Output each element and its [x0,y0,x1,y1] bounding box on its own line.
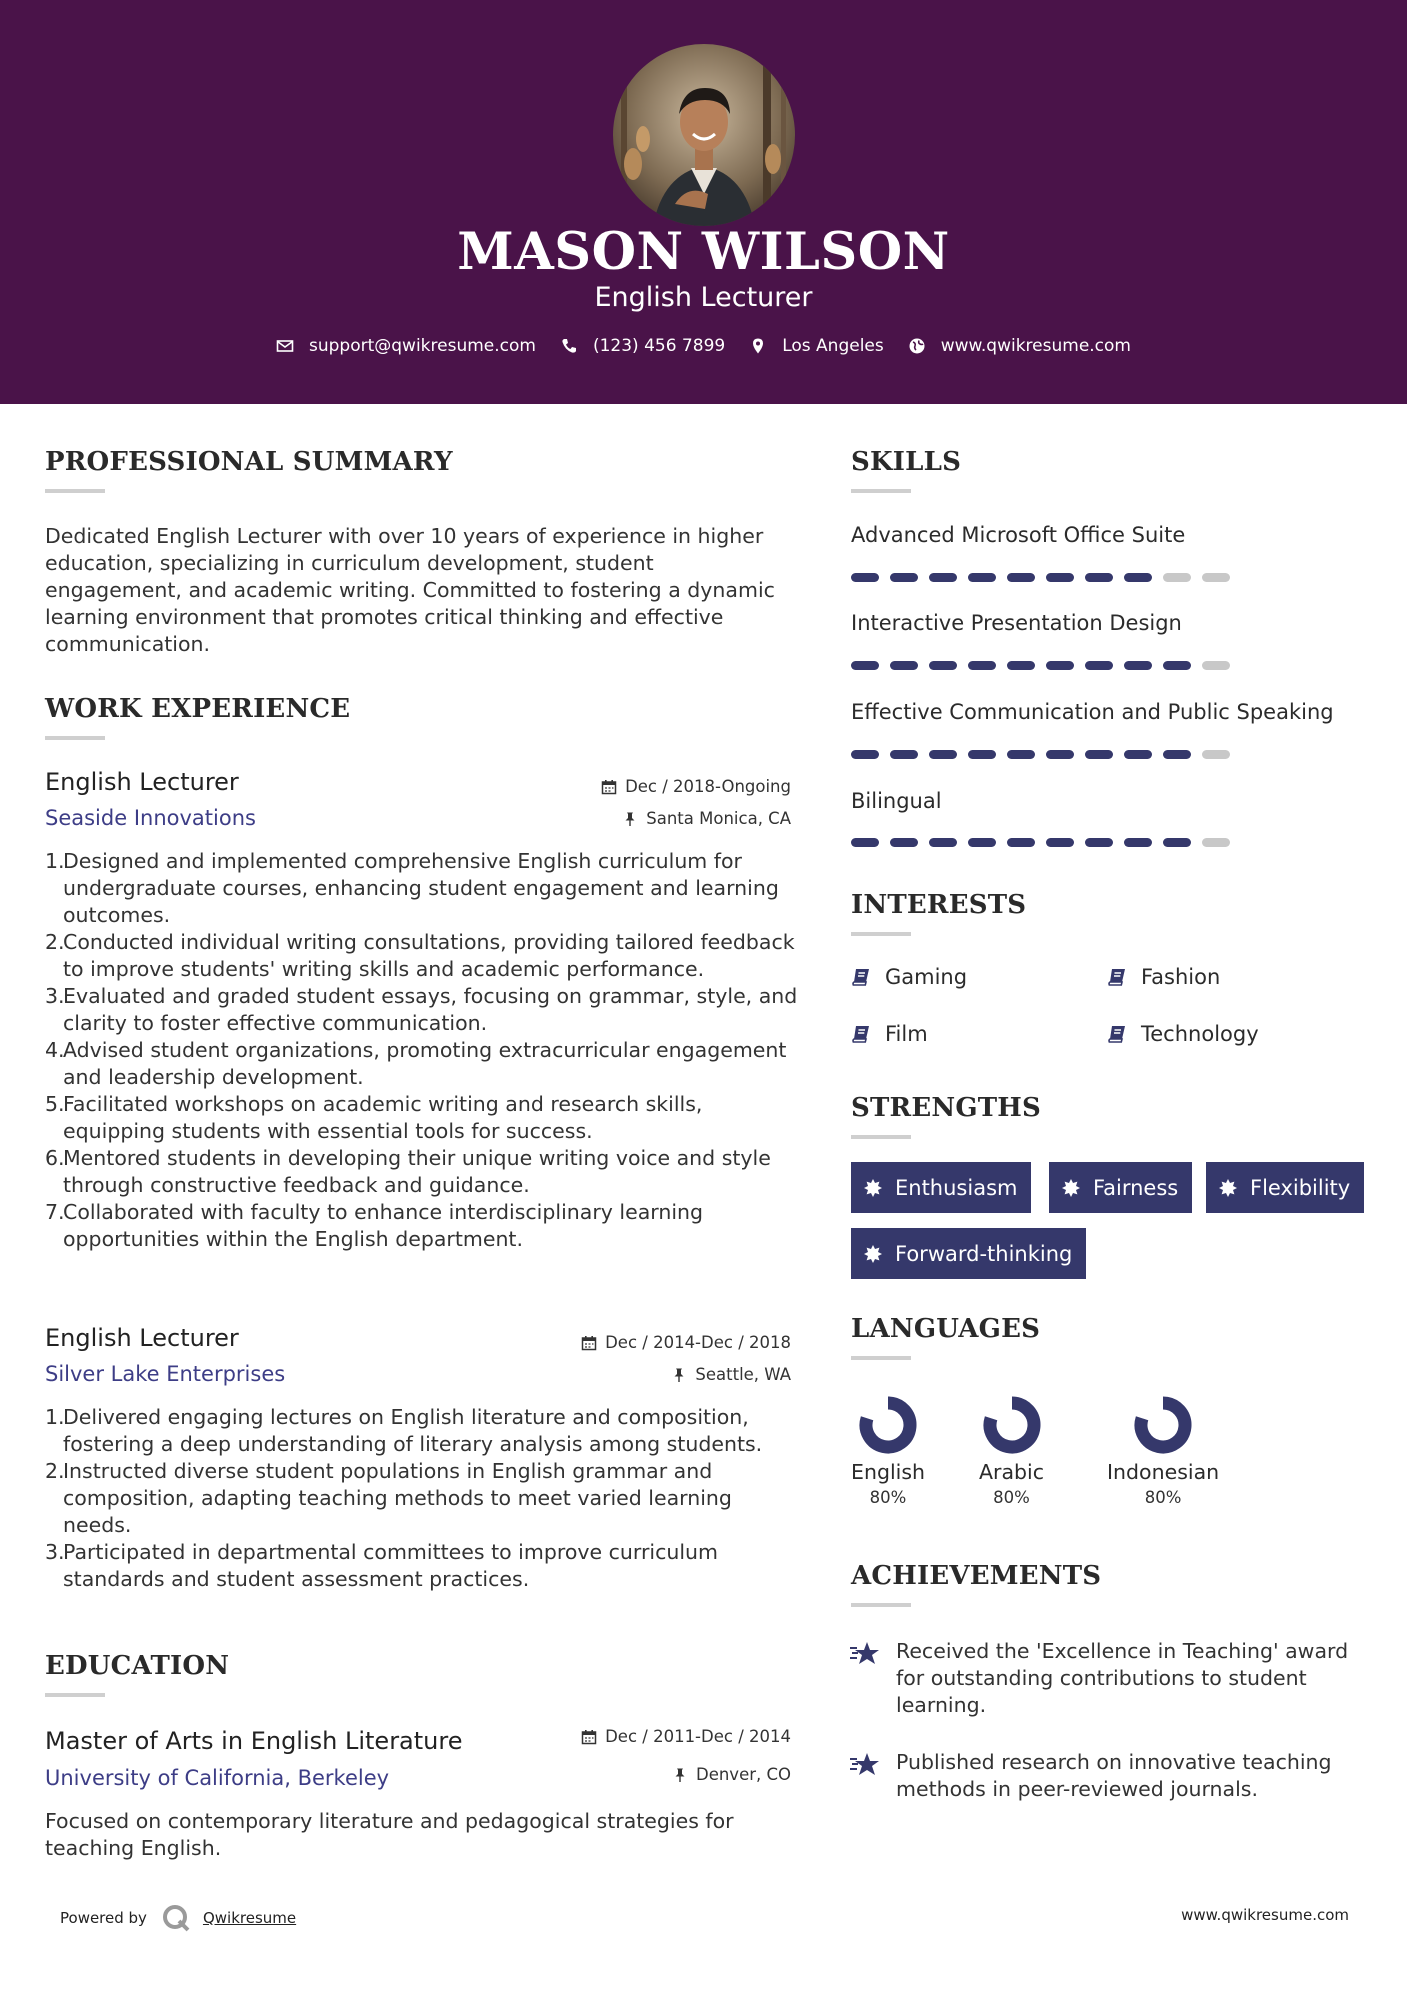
envelope-icon [276,337,294,355]
skill-dash [1202,661,1230,670]
skill-dash [1046,661,1074,670]
skill-dash [890,573,918,582]
star-award-icon [849,1640,881,1668]
candidate-title: English Lecturer [594,282,813,313]
language-percent: 80% [869,1488,907,1507]
language-ring [1132,1394,1194,1456]
skill-dash [1163,661,1191,670]
skill-dash [1124,838,1152,847]
job-2-date [581,1333,791,1352]
skill-dash [968,661,996,670]
languages-heading-rule [851,1356,911,1360]
interest-gaming: Gaming [851,965,967,989]
skill-dash [1163,573,1191,582]
contact-bar [0,336,1407,356]
skill-4-name: Bilingual [851,789,942,813]
contact-location-text: Los Angeles [782,336,884,356]
skill-dash [1202,750,1230,759]
contact-website[interactable] [908,336,1131,356]
skill-dash [1046,573,1074,582]
education-degree: Master of Arts in English Literature [45,1727,463,1755]
qwikresume-link[interactable]: Qwikresume [202,1909,297,1927]
language-ring-arc [1141,1403,1185,1447]
strength-badge: Flexibility [1206,1162,1364,1213]
skill-dash [851,661,879,670]
calendar-icon [581,1335,597,1351]
language-english [851,1394,925,1507]
work-heading-rule [45,736,105,740]
strength-badge: Fairness [1049,1162,1192,1213]
skill-dash [1163,750,1191,759]
education-school: University of California, Berkeley [45,1766,390,1790]
skill-dash [1163,838,1191,847]
skill-dash [1124,750,1152,759]
list-item: 4. Advised student organizations, promoting extracurricular engagement and leadership development. [45,1038,787,1089]
education-text: Focused on contemporary literature and pedagogical strategies for teaching English. [45,1809,734,1860]
skill-3-bar [851,750,1231,760]
skill-dash [968,750,996,759]
book-icon [851,1024,871,1044]
skill-dash [1007,838,1035,847]
list-item: 2. Instructed diverse student populations in English grammar and composition, adapting teaching methods to meet varied learning needs. [45,1459,732,1537]
skill-dash [1007,573,1035,582]
interests-heading-rule [851,932,911,936]
pushpin-icon [622,811,638,827]
powered-by-label: Powered by [60,1909,147,1927]
star-award-icon [849,1751,881,1779]
map-pin-icon [749,337,767,355]
skill-3-name: Effective Communication and Public Speaking [851,700,1334,724]
skill-dash [1124,573,1152,582]
job-1-bullets [45,848,805,1253]
language-percent: 80% [993,1488,1030,1507]
qwikresume-logo-icon [161,1903,191,1933]
list-item: 7. Collaborated with faculty to enhance interdisciplinary learning opportunities within the English department. [45,1200,704,1251]
interests-heading: INTERESTS [851,890,1027,920]
strengths-heading-rule [851,1135,911,1139]
list-item: 5. Facilitated workshops on academic writing and research skills, equipping students with essential tools for success. [45,1092,703,1143]
achievements-heading-rule [851,1603,911,1607]
skill-dash [1007,750,1035,759]
strength-badge: Forward-thinking [851,1228,1086,1279]
work-heading: WORK EXPERIENCE [45,694,351,724]
phone-icon [560,337,578,355]
language-name: English [851,1460,926,1484]
profile-photo [613,44,795,226]
skills-heading-rule [851,489,911,493]
pushpin-icon [671,1367,687,1383]
job-2-location [671,1365,791,1384]
contact-phone[interactable] [560,336,725,356]
skill-dash [1085,573,1113,582]
footer-website[interactable]: www.qwikresume.com [1181,1906,1349,1924]
resume-header [0,0,1407,404]
skill-2-name: Interactive Presentation Design [851,611,1182,635]
skill-dash [929,750,957,759]
skill-dash [1085,750,1113,759]
job-2-date-text: Dec / 2014-Dec / 2018 [605,1333,791,1352]
skill-dash [1202,573,1230,582]
language-arabic [979,1394,1044,1507]
list-item: 6. Mentored students in developing their unique writing voice and style through constructive feedback and guidance. [45,1146,771,1197]
job-1-date-text: Dec / 2018-Ongoing [625,777,791,796]
skill-dash [851,573,879,582]
skill-2-bar [851,661,1231,671]
skill-dash [1007,661,1035,670]
skill-dash [1046,750,1074,759]
skill-dash [851,838,879,847]
contact-website-text: www.qwikresume.com [940,336,1131,356]
strengths-heading: STRENGTHS [851,1093,1042,1123]
job-2-title: English Lecturer [45,1324,239,1352]
language-name: Indonesian [1107,1460,1220,1484]
interest-fashion: Fashion [1107,965,1220,989]
badge-star-icon [1061,1178,1081,1198]
summary-heading: PROFESSIONAL SUMMARY [45,447,453,477]
interest-technology: Technology [1107,1022,1259,1046]
list-item: 3. Participated in departmental committees to improve curriculum standards and student assessment practices. [45,1540,719,1591]
globe-icon [908,337,926,355]
book-icon [1107,967,1127,987]
skill-dash [929,838,957,847]
list-item: 1. Delivered engaging lectures on English literature and composition, fostering a deep understanding of literary analysis among students. [45,1405,763,1456]
pushpin-icon [672,1767,688,1783]
skill-dash [1046,838,1074,847]
list-item: 2. Conducted individual writing consultations, providing tailored feedback to improve students' writing skills and academic performance. [45,930,795,981]
languages-heading: LANGUAGES [851,1314,1041,1344]
skill-dash [851,750,879,759]
job-2-location-text: Seattle, WA [695,1365,791,1384]
skill-dash [890,661,918,670]
contact-phone-text: (123) 456 7899 [592,336,726,356]
calendar-icon [601,779,617,795]
skill-dash [890,838,918,847]
skills-heading: SKILLS [851,447,962,477]
language-ring [981,1394,1043,1456]
skill-1-name: Advanced Microsoft Office Suite [851,523,1186,547]
contact-location [749,336,884,356]
job-1-location [622,809,791,828]
skill-dash [1085,838,1113,847]
education-location [672,1765,791,1784]
book-icon [1107,1024,1127,1044]
education-heading: EDUCATION [45,1651,230,1681]
education-location-text: Denver, CO [695,1765,791,1784]
skill-dash [1124,661,1152,670]
skill-4-bar [851,838,1231,848]
book-icon [851,967,871,987]
skill-dash [929,573,957,582]
job-1-title: English Lecturer [45,768,239,796]
language-ring [857,1394,919,1456]
language-percent: 80% [1144,1488,1182,1507]
contact-email[interactable] [276,336,536,356]
job-1-company: Seaside Innovations [45,806,256,830]
skill-dash [929,661,957,670]
skill-dash [968,838,996,847]
candidate-name: MASON WILSON [457,222,950,282]
language-name: Arabic [979,1460,1044,1484]
footer-powered-by [60,1903,296,1933]
summary-text: Dedicated English Lecturer with over 10 years of experience in higher education, specializing in curriculum development, student engagement, and academic writing. Committed to fostering a dynamic learning environment that promotes critical thinking and effective communication. [45,524,775,656]
interest-film: Film [851,1022,928,1046]
education-date [581,1727,791,1746]
calendar-icon [581,1729,597,1745]
strength-badge: Enthusiasm [851,1162,1031,1213]
language-ring-arc [866,1403,910,1447]
skill-dash [968,573,996,582]
list-item: 1. Designed and implemented comprehensive English curriculum for undergraduate courses, enhancing student engagement and learning outcomes. [45,849,779,927]
job-2-company: Silver Lake Enterprises [45,1362,286,1386]
list-item: 3. Evaluated and graded student essays, focusing on grammar, style, and clarity to foster effective communication. [45,984,798,1035]
language-indonesian [1107,1394,1219,1507]
skill-dash [1202,838,1230,847]
language-ring-arc [990,1403,1034,1447]
skill-dash [1085,661,1113,670]
education-heading-rule [45,1693,105,1697]
contact-email-text: support@qwikresume.com [309,336,536,356]
education-date-text: Dec / 2011-Dec / 2014 [605,1727,791,1746]
achievement-1: Received the 'Excellence in Teaching' award for outstanding contributions to student learning. [896,1639,1349,1717]
summary-heading-rule [45,489,105,493]
badge-star-icon [863,1178,883,1198]
job-1-date [601,777,791,796]
skill-1-bar [851,573,1231,583]
job-1-location-text: Santa Monica, CA [646,809,791,828]
achievement-2: Published research on innovative teaching methods in peer-reviewed journals. [896,1750,1332,1801]
badge-star-icon [1218,1178,1238,1198]
skill-dash [890,750,918,759]
badge-star-icon [863,1244,883,1264]
achievements-heading: ACHIEVEMENTS [851,1561,1102,1591]
job-2-bullets [45,1404,805,1593]
